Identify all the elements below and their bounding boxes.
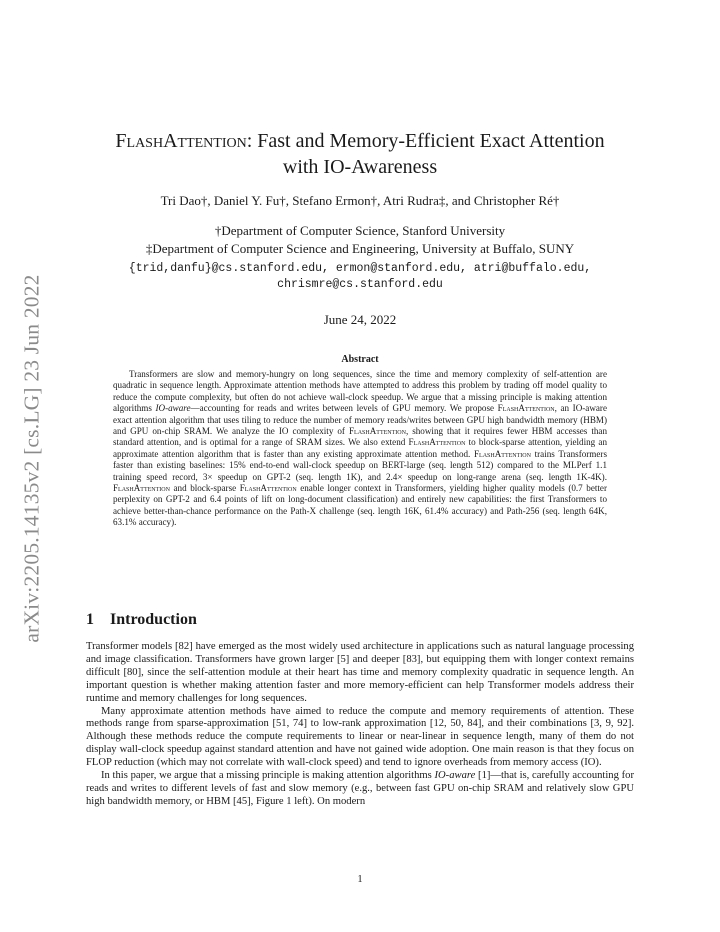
method-name: FlashAttention: [497, 403, 555, 414]
email-line-2: chrismre@cs.stanford.edu: [277, 278, 443, 291]
paper-title: [86, 128, 634, 180]
method-name: FlashAttention: [239, 483, 297, 494]
method-name: FlashAttention: [408, 437, 466, 448]
abstract-emphasis-io-aware: IO-aware: [155, 403, 191, 414]
title-method-name: FlashAttention: [115, 130, 247, 152]
section-title: Introduction: [110, 611, 197, 628]
arxiv-identifier: arXiv:2205.14135v2 [cs.LG] 23 Jun 2022: [19, 273, 44, 643]
affiliations: [86, 222, 634, 258]
affiliation-buffalo: ‡Department of Computer Science and Engineering, University at Buffalo, SUNY: [145, 241, 575, 256]
page-number: 1: [357, 874, 363, 885]
author-list: Tri Dao†, Daniel Y. Fu†, Stefano Ermon†, Atri Rudra‡, and Christopher Ré†: [160, 193, 560, 208]
section-number: 1: [86, 611, 94, 628]
abstract-sentence: , an IO-aware exact attention algorithm that uses tiling to reduce the number of memory reads/writes between GPU high bandwidth memory (HBM) and GPU on-chip SRAM. We analyze the IO complexity of: [113, 403, 607, 437]
abstract-sentence: , showing that it requires fewer HBM accesses than standard attention, and is optimal for a range of SRAM sizes. We also extend: [113, 426, 607, 448]
intro-paragraph-3: [86, 770, 634, 809]
introduction-body: [86, 641, 634, 809]
affiliation-stanford: †Department of Computer Science, Stanford University: [214, 223, 506, 238]
publication-date: June 24, 2022: [323, 312, 397, 327]
abstract-sentence: trains Transformers faster than existing baselines: 15% end-to-end wall-clock speedup on BERT-large (seq. length 512) compared to the MLPerf 1.1 training speed record, 3× speedup on GPT-2 (seq. length 1K), and 2.4× speedup on long-range arena (seq. length 1K-4K).: [113, 448, 607, 482]
intro-text: [1]—that is, carefully accounting for reads and writes to different levels of fast and slow memory (e.g., between fast GPU on-chip SRAM and relatively slow GPU high bandwidth memory, or HBM [45], Figure 1 left). On modern: [86, 770, 634, 807]
title-line2: with IO-Awareness: [282, 156, 438, 178]
email-line-1: {trid,danfu}@cs.stanford.edu, ermon@stanford.edu, atri@buffalo.edu,: [128, 262, 592, 275]
arxiv-identifier-sidebar: [14, 248, 50, 668]
section-heading-introduction: [86, 611, 197, 629]
abstract-sentence: and block-sparse: [169, 483, 240, 494]
abstract-heading: Abstract: [341, 354, 379, 365]
abstract-sentence: enable longer context in Transformers, yielding higher quality models (0.7 better perplexity on GPT-2 and 6.4 points of lift on long-document classification) and entirely new capabilities: the first Transformers to achieve better-than-chance performance on the Path-X challenge (seq. length 16K, 61.4% accuracy) and Path-256 (seq. length 64K, 63.1% accuracy).: [113, 483, 607, 528]
abstract-sentence: —accounting for reads and writes between levels of GPU memory. We propose: [190, 403, 498, 414]
intro-emphasis-io-aware: IO-aware: [434, 770, 476, 782]
method-name: FlashAttention: [113, 483, 170, 494]
abstract-sentence: Transformers are slow and memory-hungry on long sequences, since the time and memory complexity of self-attention are quadratic in sequence length. Approximate attention methods have attempted to address this problem by trading off model quality to reduce the compute complexity, but often do not achieve wall-clock speedup. We argue that a missing principle is making attention algorithms: [113, 369, 607, 414]
intro-paragraph-1: Transformer models [82] have emerged as the most widely used architecture in applications such as natural language processing and image classification. Transformers have grown larger [5] and deeper [83], but equipping them with longer context remains difficult [80], since the self-attention module at their heart has time and memory complexity quadratic in sequence length. An important question is whether making attention faster and more memory-efficient can help Transformer models address their runtime and memory challenges for long sequences.: [86, 641, 634, 704]
method-name: FlashAttention: [473, 448, 531, 459]
author-emails: [86, 261, 634, 293]
intro-paragraph-2: Many approximate attention methods have aimed to reduce the compute and memory requirements of attention. These methods range from sparse-approximation [51, 74] to low-rank approximation [12, 50, 84], and their combinations [3, 9, 92]. Although these methods reduce the compute requirements to linear or near-linear in sequence length, many of them do not display wall-clock speedup against standard attention and have not gained wide adoption. One main reason is that they focus on FLOP reduction (which may not correlate with wall-clock speed) and tend to ignore overheads from memory access (IO).: [86, 705, 634, 769]
method-name: FlashAttention: [348, 426, 406, 437]
abstract-sentence: to block-sparse attention, yielding an approximate attention algorithm that is faster than any existing approximate attention method.: [113, 437, 607, 459]
intro-text: In this paper, we argue that a missing principle is making attention algorithms: [101, 770, 435, 782]
title-line1-rest: : Fast and Memory-Efficient Exact Attention: [246, 130, 605, 152]
abstract-text: [113, 369, 607, 529]
